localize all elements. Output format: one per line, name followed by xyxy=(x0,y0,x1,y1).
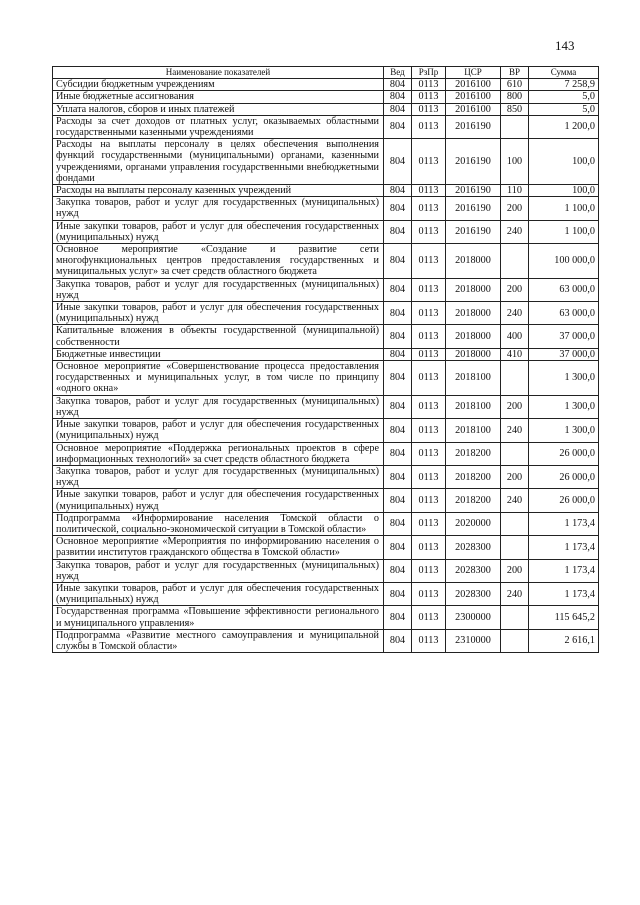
row-rzpr-cell: 0113 xyxy=(412,536,446,559)
row-ved-cell: 804 xyxy=(384,361,412,396)
table-row xyxy=(53,559,599,582)
row-csr-cell: 2018000 xyxy=(446,244,501,279)
table-row xyxy=(53,348,599,360)
row-sum-cell: 1 173,4 xyxy=(529,536,599,559)
row-rzpr-cell: 0113 xyxy=(412,185,446,197)
row-name-cell: Субсидии бюджетным учреждениям xyxy=(53,79,384,91)
table-row xyxy=(53,91,599,103)
row-vr-cell xyxy=(501,244,529,279)
row-ved-cell: 804 xyxy=(384,115,412,138)
table-body xyxy=(53,79,599,653)
row-vr-cell: 240 xyxy=(501,220,529,243)
row-csr-cell: 2028300 xyxy=(446,536,501,559)
row-sum-cell: 37 000,0 xyxy=(529,348,599,360)
row-name-cell: Расходы за счет доходов от платных услуг, оказываемых областными государственными казенными учреждениями xyxy=(53,115,384,138)
row-sum-cell: 5,0 xyxy=(529,103,599,115)
row-name-cell: Иные закупки товаров, работ и услуг для обеспечения государственных (муниципальных) нужд xyxy=(53,489,384,512)
table-row xyxy=(53,465,599,488)
row-csr-cell: 2018200 xyxy=(446,442,501,465)
row-csr-cell: 2018000 xyxy=(446,302,501,325)
row-csr-cell: 2018000 xyxy=(446,278,501,301)
row-name-cell: Расходы на выплаты персоналу в целях обеспечения выполнения функций государственными (муниципальными) органами, казенными учреждениями, органами управления государственными внебюджетными фондами xyxy=(53,139,384,185)
row-vr-cell: 200 xyxy=(501,559,529,582)
row-sum-cell: 26 000,0 xyxy=(529,489,599,512)
row-vr-cell: 110 xyxy=(501,185,529,197)
row-csr-cell: 2016100 xyxy=(446,103,501,115)
row-name-cell: Иные закупки товаров, работ и услуг для обеспечения государственных (муниципальных) нужд xyxy=(53,302,384,325)
row-ved-cell: 804 xyxy=(384,91,412,103)
row-ved-cell: 804 xyxy=(384,79,412,91)
header-rzpr: РзПр xyxy=(412,67,446,79)
row-name-cell: Закупка товаров, работ и услуг для государственных (муниципальных) нужд xyxy=(53,278,384,301)
row-vr-cell xyxy=(501,606,529,629)
row-vr-cell xyxy=(501,361,529,396)
row-name-cell: Иные закупки товаров, работ и услуг для обеспечения государственных (муниципальных) нужд xyxy=(53,220,384,243)
row-csr-cell: 2020000 xyxy=(446,512,501,535)
row-ved-cell: 804 xyxy=(384,489,412,512)
row-name-cell: Основное мероприятие «Совершенствование процесса предоставления государственных и муниципальных услуг, в том числе по принципу «одного окна» xyxy=(53,361,384,396)
row-sum-cell: 7 258,9 xyxy=(529,79,599,91)
row-ved-cell: 804 xyxy=(384,197,412,220)
row-rzpr-cell: 0113 xyxy=(412,79,446,91)
row-csr-cell: 2028300 xyxy=(446,582,501,605)
row-rzpr-cell: 0113 xyxy=(412,582,446,605)
header-sum: Сумма xyxy=(529,67,599,79)
row-ved-cell: 804 xyxy=(384,582,412,605)
row-sum-cell: 1 173,4 xyxy=(529,512,599,535)
table-row xyxy=(53,139,599,185)
table-row xyxy=(53,512,599,535)
table-row xyxy=(53,442,599,465)
row-ved-cell: 804 xyxy=(384,244,412,279)
row-csr-cell: 2300000 xyxy=(446,606,501,629)
row-name-cell: Закупка товаров, работ и услуг для государственных (муниципальных) нужд xyxy=(53,465,384,488)
row-vr-cell: 200 xyxy=(501,197,529,220)
header-ved: Вед xyxy=(384,67,412,79)
row-csr-cell: 2018000 xyxy=(446,348,501,360)
row-name-cell: Бюджетные инвестиции xyxy=(53,348,384,360)
row-vr-cell: 100 xyxy=(501,139,529,185)
row-vr-cell: 610 xyxy=(501,79,529,91)
table-row xyxy=(53,103,599,115)
row-rzpr-cell: 0113 xyxy=(412,419,446,442)
header-name: Наименование показателей xyxy=(53,67,384,79)
row-rzpr-cell: 0113 xyxy=(412,442,446,465)
row-sum-cell: 100,0 xyxy=(529,139,599,185)
row-csr-cell: 2018100 xyxy=(446,395,501,418)
row-rzpr-cell: 0113 xyxy=(412,489,446,512)
row-ved-cell: 804 xyxy=(384,559,412,582)
row-name-cell: Расходы на выплаты персоналу казенных учреждений xyxy=(53,185,384,197)
row-rzpr-cell: 0113 xyxy=(412,139,446,185)
row-csr-cell: 2018100 xyxy=(446,419,501,442)
row-sum-cell: 1 173,4 xyxy=(529,582,599,605)
table-header-row xyxy=(53,67,599,79)
row-vr-cell xyxy=(501,512,529,535)
row-sum-cell: 115 645,2 xyxy=(529,606,599,629)
row-ved-cell: 804 xyxy=(384,348,412,360)
row-rzpr-cell: 0113 xyxy=(412,103,446,115)
row-sum-cell: 37 000,0 xyxy=(529,325,599,348)
row-ved-cell: 804 xyxy=(384,606,412,629)
table-row xyxy=(53,185,599,197)
row-ved-cell: 804 xyxy=(384,536,412,559)
header-vr: ВР xyxy=(501,67,529,79)
table-row xyxy=(53,115,599,138)
row-rzpr-cell: 0113 xyxy=(412,325,446,348)
row-ved-cell: 804 xyxy=(384,465,412,488)
row-vr-cell: 240 xyxy=(501,419,529,442)
row-sum-cell: 1 100,0 xyxy=(529,197,599,220)
row-ved-cell: 804 xyxy=(384,302,412,325)
table-row xyxy=(53,582,599,605)
row-csr-cell: 2016100 xyxy=(446,79,501,91)
row-rzpr-cell: 0113 xyxy=(412,244,446,279)
row-sum-cell: 5,0 xyxy=(529,91,599,103)
row-name-cell: Иные бюджетные ассигнования xyxy=(53,91,384,103)
row-vr-cell: 200 xyxy=(501,465,529,488)
table-row xyxy=(53,302,599,325)
row-vr-cell xyxy=(501,629,529,652)
row-ved-cell: 804 xyxy=(384,419,412,442)
row-vr-cell: 240 xyxy=(501,302,529,325)
row-ved-cell: 804 xyxy=(384,185,412,197)
row-ved-cell: 804 xyxy=(384,278,412,301)
row-rzpr-cell: 0113 xyxy=(412,220,446,243)
table-row xyxy=(53,536,599,559)
row-vr-cell: 850 xyxy=(501,103,529,115)
row-sum-cell: 100,0 xyxy=(529,185,599,197)
row-name-cell: Подпрограмма «Информирование населения Томской области о политической, социально-экономической ситуации в Томской области» xyxy=(53,512,384,535)
row-rzpr-cell: 0113 xyxy=(412,606,446,629)
table-row xyxy=(53,79,599,91)
table-row xyxy=(53,489,599,512)
table-row xyxy=(53,278,599,301)
row-name-cell: Подпрограмма «Развитие местного самоуправления и муниципальной службы в Томской области» xyxy=(53,629,384,652)
header-csr: ЦСР xyxy=(446,67,501,79)
row-sum-cell: 1 173,4 xyxy=(529,559,599,582)
row-csr-cell: 2016190 xyxy=(446,115,501,138)
table-row xyxy=(53,244,599,279)
row-sum-cell: 1 300,0 xyxy=(529,361,599,396)
row-sum-cell: 100 000,0 xyxy=(529,244,599,279)
table-row xyxy=(53,629,599,652)
table-row xyxy=(53,197,599,220)
row-name-cell: Основное мероприятие «Создание и развитие сети многофункциональных центров предоставления государственных и муниципальных услуг» за счет средств областного бюджета xyxy=(53,244,384,279)
row-name-cell: Иные закупки товаров, работ и услуг для обеспечения государственных (муниципальных) нужд xyxy=(53,582,384,605)
row-vr-cell: 240 xyxy=(501,582,529,605)
row-sum-cell: 26 000,0 xyxy=(529,465,599,488)
row-name-cell: Государственная программа «Повышение эффективности регионального и муниципального управления» xyxy=(53,606,384,629)
row-sum-cell: 26 000,0 xyxy=(529,442,599,465)
budget-table xyxy=(52,66,599,653)
row-sum-cell: 63 000,0 xyxy=(529,302,599,325)
row-vr-cell: 800 xyxy=(501,91,529,103)
row-rzpr-cell: 0113 xyxy=(412,629,446,652)
page-number: 143 xyxy=(555,38,575,53)
row-csr-cell: 2018000 xyxy=(446,325,501,348)
row-name-cell: Закупка товаров, работ и услуг для государственных (муниципальных) нужд xyxy=(53,197,384,220)
row-name-cell: Уплата налогов, сборов и иных платежей xyxy=(53,103,384,115)
row-vr-cell xyxy=(501,536,529,559)
row-sum-cell: 2 616,1 xyxy=(529,629,599,652)
row-vr-cell: 200 xyxy=(501,278,529,301)
row-vr-cell: 410 xyxy=(501,348,529,360)
row-name-cell: Закупка товаров, работ и услуг для государственных (муниципальных) нужд xyxy=(53,559,384,582)
table-row xyxy=(53,419,599,442)
row-ved-cell: 804 xyxy=(384,139,412,185)
row-vr-cell: 240 xyxy=(501,489,529,512)
row-rzpr-cell: 0113 xyxy=(412,559,446,582)
row-rzpr-cell: 0113 xyxy=(412,91,446,103)
row-csr-cell: 2028300 xyxy=(446,559,501,582)
row-name-cell: Основное мероприятие «Поддержка региональных проектов в сфере информационных технологий» за счет средств областного бюджета xyxy=(53,442,384,465)
table-row xyxy=(53,220,599,243)
row-csr-cell: 2018200 xyxy=(446,465,501,488)
row-ved-cell: 804 xyxy=(384,395,412,418)
row-ved-cell: 804 xyxy=(384,325,412,348)
row-vr-cell xyxy=(501,442,529,465)
row-csr-cell: 2310000 xyxy=(446,629,501,652)
row-ved-cell: 804 xyxy=(384,220,412,243)
row-rzpr-cell: 0113 xyxy=(412,115,446,138)
row-sum-cell: 63 000,0 xyxy=(529,278,599,301)
table-row xyxy=(53,361,599,396)
row-csr-cell: 2016190 xyxy=(446,139,501,185)
row-sum-cell: 1 300,0 xyxy=(529,419,599,442)
table-row xyxy=(53,395,599,418)
row-name-cell: Закупка товаров, работ и услуг для государственных (муниципальных) нужд xyxy=(53,395,384,418)
row-csr-cell: 2016100 xyxy=(446,91,501,103)
row-sum-cell: 1 100,0 xyxy=(529,220,599,243)
row-ved-cell: 804 xyxy=(384,629,412,652)
row-ved-cell: 804 xyxy=(384,442,412,465)
row-rzpr-cell: 0113 xyxy=(412,278,446,301)
row-name-cell: Иные закупки товаров, работ и услуг для обеспечения государственных (муниципальных) нужд xyxy=(53,419,384,442)
row-vr-cell xyxy=(501,115,529,138)
row-csr-cell: 2018100 xyxy=(446,361,501,396)
row-vr-cell: 200 xyxy=(501,395,529,418)
row-rzpr-cell: 0113 xyxy=(412,512,446,535)
row-sum-cell: 1 200,0 xyxy=(529,115,599,138)
row-csr-cell: 2016190 xyxy=(446,197,501,220)
row-ved-cell: 804 xyxy=(384,103,412,115)
row-sum-cell: 1 300,0 xyxy=(529,395,599,418)
table-row xyxy=(53,606,599,629)
row-rzpr-cell: 0113 xyxy=(412,302,446,325)
row-name-cell: Основное мероприятие «Мероприятия по информированию населения о развитии институтов гражданского общества в Томской области» xyxy=(53,536,384,559)
row-rzpr-cell: 0113 xyxy=(412,395,446,418)
row-vr-cell: 400 xyxy=(501,325,529,348)
row-csr-cell: 2016190 xyxy=(446,185,501,197)
row-csr-cell: 2018200 xyxy=(446,489,501,512)
row-rzpr-cell: 0113 xyxy=(412,197,446,220)
row-name-cell: Капитальные вложения в объекты государственной (муниципальной) собственности xyxy=(53,325,384,348)
row-csr-cell: 2016190 xyxy=(446,220,501,243)
row-rzpr-cell: 0113 xyxy=(412,348,446,360)
row-rzpr-cell: 0113 xyxy=(412,465,446,488)
table-row xyxy=(53,325,599,348)
row-rzpr-cell: 0113 xyxy=(412,361,446,396)
row-ved-cell: 804 xyxy=(384,512,412,535)
